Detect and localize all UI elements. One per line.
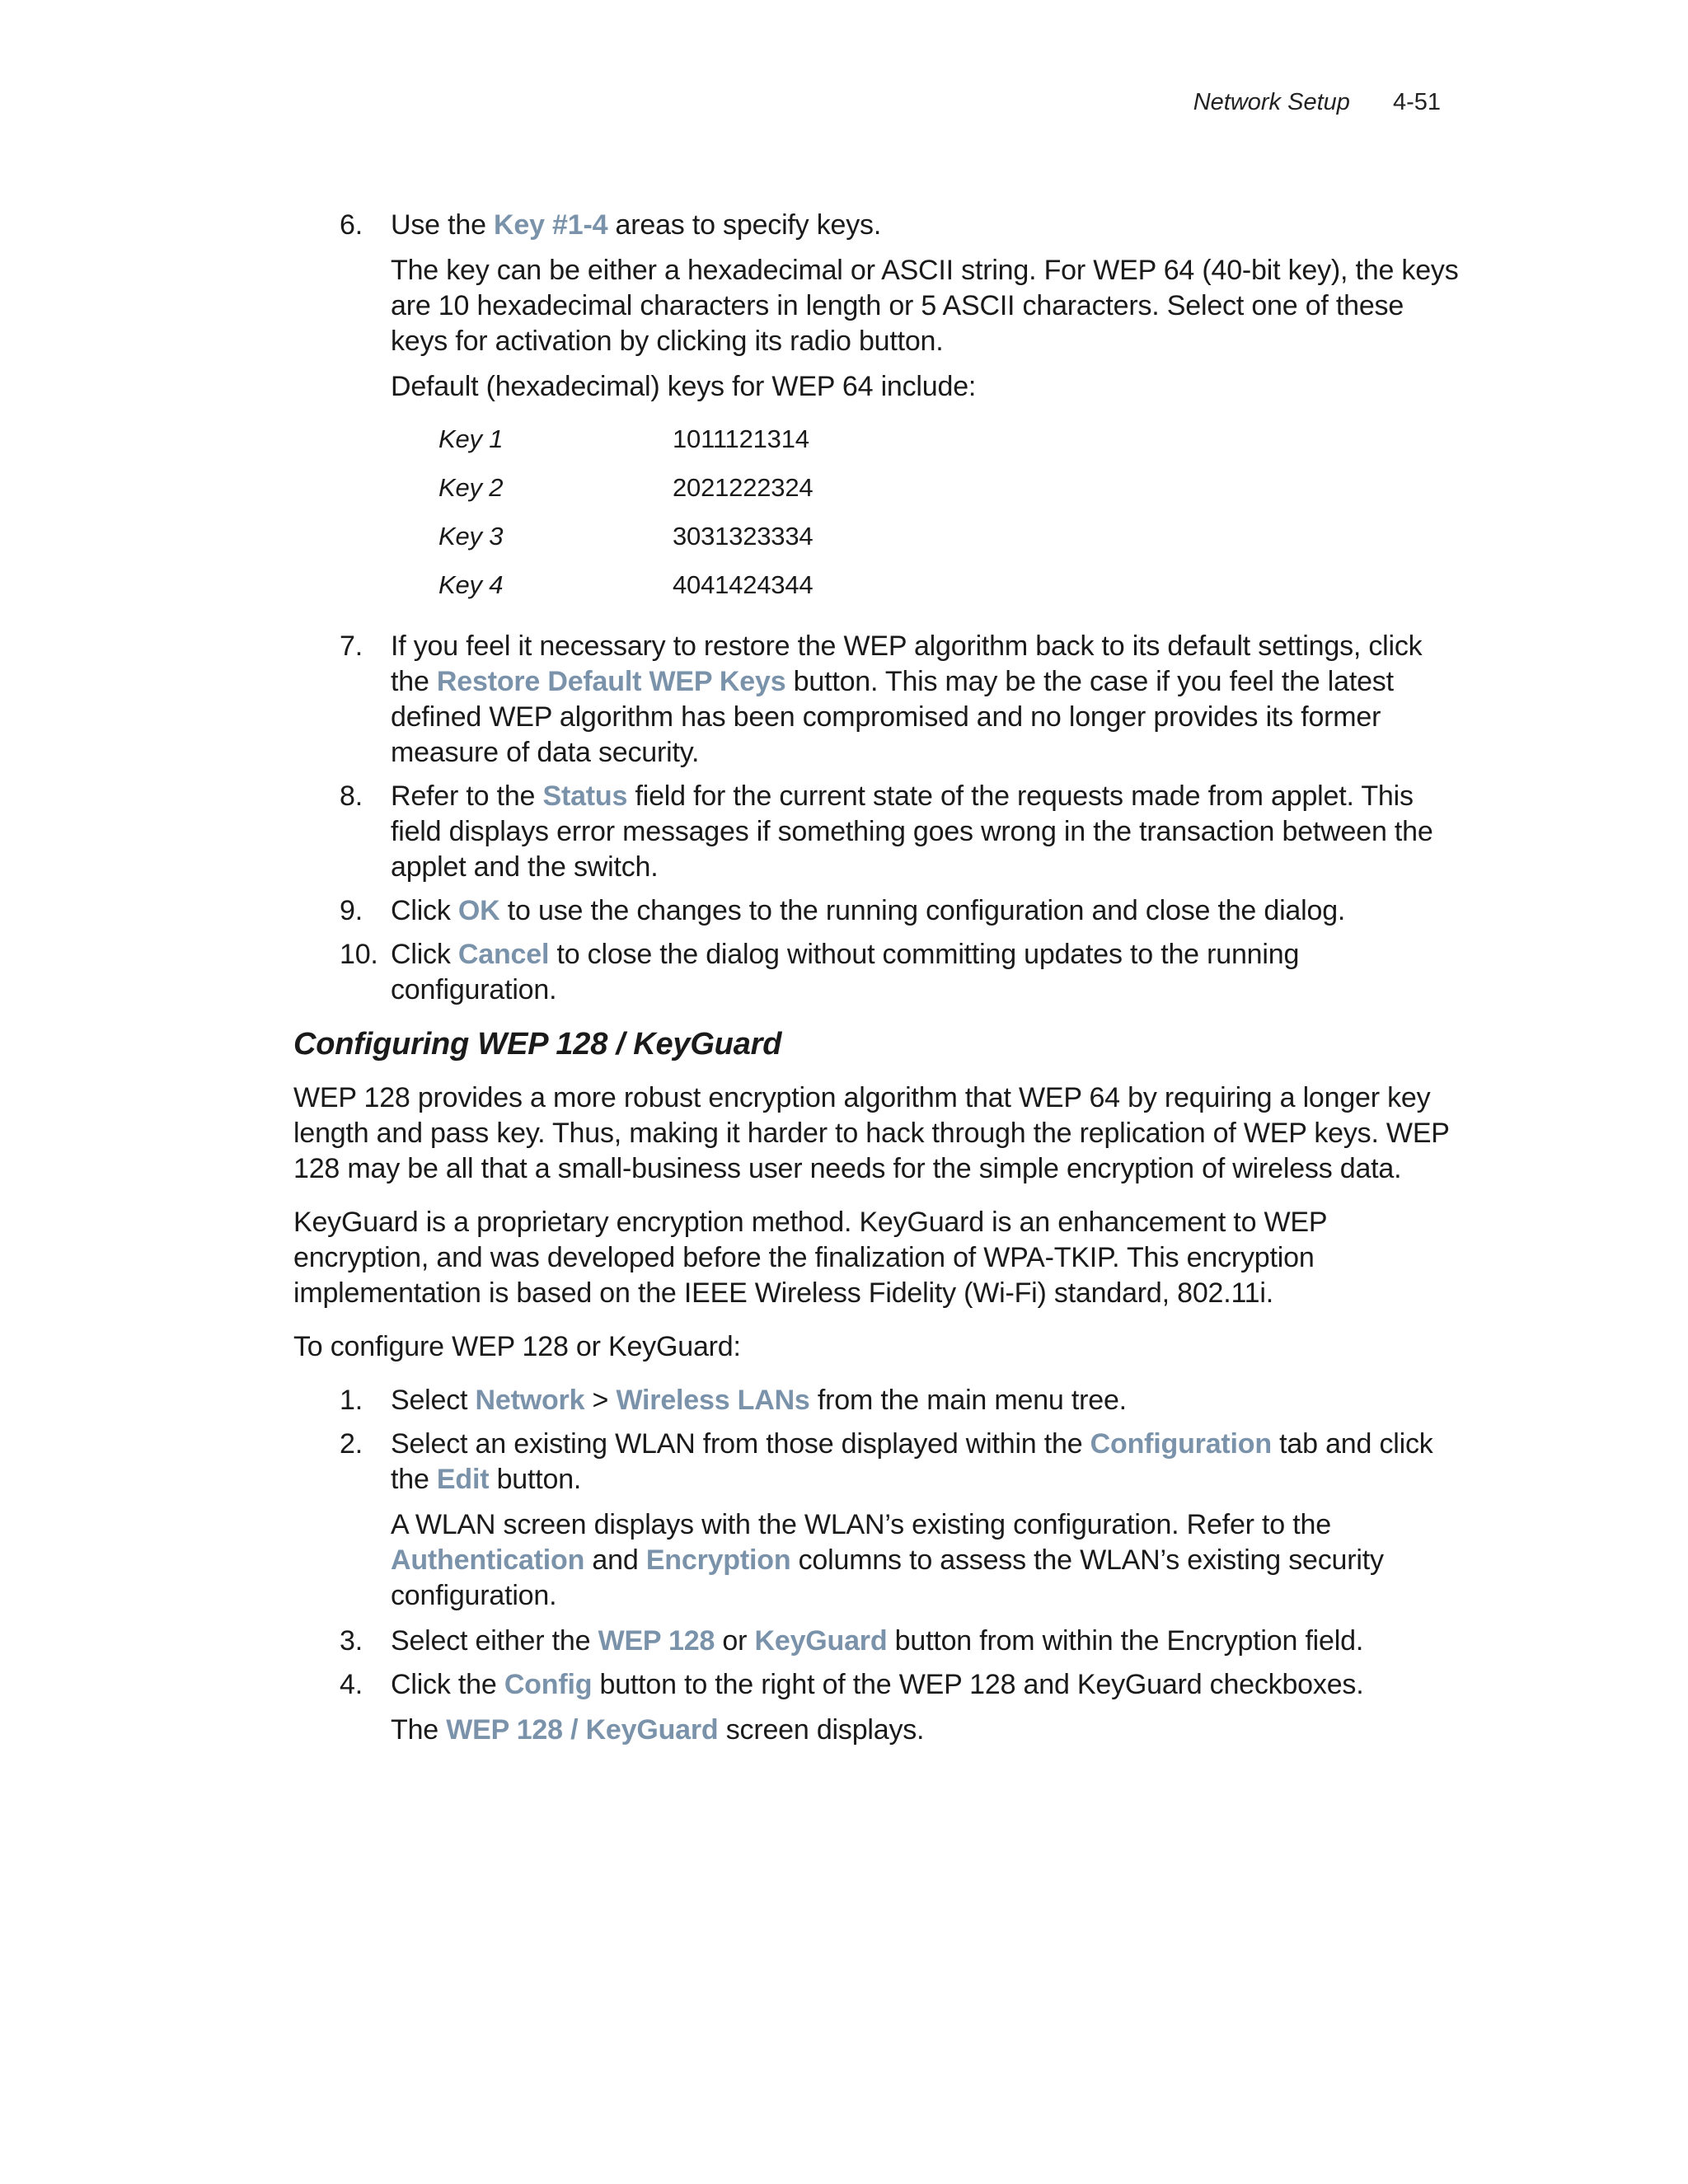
step-text: Select [391,1385,476,1416]
step-2 [293,1427,1467,1497]
header-section-title: Network Setup [1193,89,1350,115]
key-name: Key 3 [438,522,504,551]
step-text: Click [391,895,458,926]
step-text: columns to assess the WLAN’s existing security configuration. [391,1544,1384,1611]
key-name: Key 4 [438,570,504,599]
step-8 [293,779,1467,885]
step-text: and [584,1544,646,1576]
running-header [1193,89,1441,116]
ui-term-wep-128-keyguard: WEP 128 / KeyGuard [446,1714,719,1746]
table-row [438,512,813,560]
ui-term-config: Config [504,1669,593,1700]
header-page-number: 4-51 [1392,89,1441,115]
table-row [438,463,813,512]
ui-term-wireless-lans: Wireless LANs [616,1385,810,1416]
step-number: 9. [340,895,363,926]
step-text: to use the changes to the running configuration and close the dialog. [499,895,1346,926]
step-text: to close the dialog without committing updates to the running configuration. [391,939,1300,1005]
step-text: Use the [391,209,495,241]
step-text: A WLAN screen displays with the WLAN’s existing configuration. Refer to the [391,1509,1331,1540]
step-text: Click [391,939,458,970]
step-text: The [391,1714,447,1746]
paragraph-keyguard: KeyGuard is a proprietary encryption method. KeyGuard is an enhancement to WEP encryption, and was developed before the finalization of WPA-TKIP. This encryption implementation is based on the IEEE Wireless Fidelity (Wi-Fi) standard, 802.11i. [293,1207,1327,1309]
ui-term-encryption: Encryption [645,1544,791,1576]
step-text: tab and click the [391,1428,1433,1495]
ui-term-ok: OK [457,895,500,926]
step-number: 1. [340,1385,363,1416]
section-heading: Configuring WEP 128 / KeyGuard [293,1027,782,1062]
step-number: 6. [340,209,363,241]
step-6-detail: The key can be either a hexadecimal or ASCII string. For WEP 64 (40-bit key), the keys are 10 hexadecimal characters in length or 5 ASCII characters. Select one of these keys for activation by clicking its radio button. [391,255,1459,357]
step-text: Select either the [391,1625,598,1657]
key-value: 4041424344 [673,570,814,599]
table-row [438,415,813,463]
step-1 [293,1383,1467,1418]
step-4 [293,1667,1467,1703]
step-10 [293,937,1467,1008]
ui-term-wep-128: WEP 128 [598,1625,715,1657]
step-text: Refer to the [391,780,543,812]
step-4-detail [293,1713,1467,1748]
step-text: button from within the Encryption field. [887,1625,1364,1657]
ui-term-keyguard: KeyGuard [754,1625,888,1657]
page-content [293,208,1467,1758]
ui-term-restore-default-wep-keys: Restore Default WEP Keys [436,666,786,697]
step-number: 4. [340,1669,363,1700]
ui-term-status: Status [542,780,628,812]
step-text: button to the right of the WEP 128 and KeyGuard checkboxes. [592,1669,1364,1700]
key-value: 2021222324 [673,473,814,502]
ui-term-edit: Edit [436,1464,490,1495]
step-text: field for the current state of the requests made from applet. This field displays error messages if something goes wrong in the transaction between the applet and the switch. [391,780,1433,883]
step-6-default-keys-intro: Default (hexadecimal) keys for WEP 64 include: [391,371,977,402]
ui-term-configuration: Configuration [1090,1428,1272,1460]
step-2-detail [293,1507,1467,1614]
step-text: from the main menu tree. [809,1385,1127,1416]
key-name: Key 2 [438,473,504,502]
step-7 [293,629,1467,771]
step-text: > [584,1385,617,1416]
step-text: areas to specify keys. [607,209,882,241]
key-name: Key 1 [438,424,504,453]
paragraph-configure-intro: To configure WEP 128 or KeyGuard: [293,1331,741,1362]
default-keys-table [438,415,813,609]
key-value: 1011121314 [673,424,809,453]
step-6 [293,208,1467,243]
ui-term-network: Network [475,1385,585,1416]
paragraph-wep128: WEP 128 provides a more robust encryption algorithm that WEP 64 by requiring a longer key length and pass key. Thus, making it harder to hack through the replication of WEP keys. WEP 128 may be all that a small-business user needs for the simple encryption of wireless data. [293,1082,1450,1184]
step-text: Select an existing WLAN from those displayed within the [391,1428,1090,1460]
step-text: button. [489,1464,582,1495]
ui-term-authentication: Authentication [391,1544,585,1576]
step-9 [293,893,1467,929]
step-number: 2. [340,1428,363,1460]
step-3 [293,1624,1467,1659]
step-number: 7. [340,630,363,662]
ui-term-key-1-4: Key #1-4 [494,209,608,241]
step-text: button. This may be the case if you feel the latest defined WEP algorithm has been compromised and no longer provides its former measure of data security. [391,666,1394,768]
step-number: 10. [340,939,378,970]
step-number: 3. [340,1625,363,1657]
key-value: 3031323334 [673,522,814,551]
ui-term-cancel: Cancel [457,939,550,970]
step-text: If you feel it necessary to restore the WEP algorithm back to its default settings, click the [391,630,1423,697]
step-text: screen displays. [718,1714,925,1746]
step-number: 8. [340,780,363,812]
table-row [438,560,813,609]
step-text: or [715,1625,755,1657]
step-text: Click the [391,1669,504,1700]
